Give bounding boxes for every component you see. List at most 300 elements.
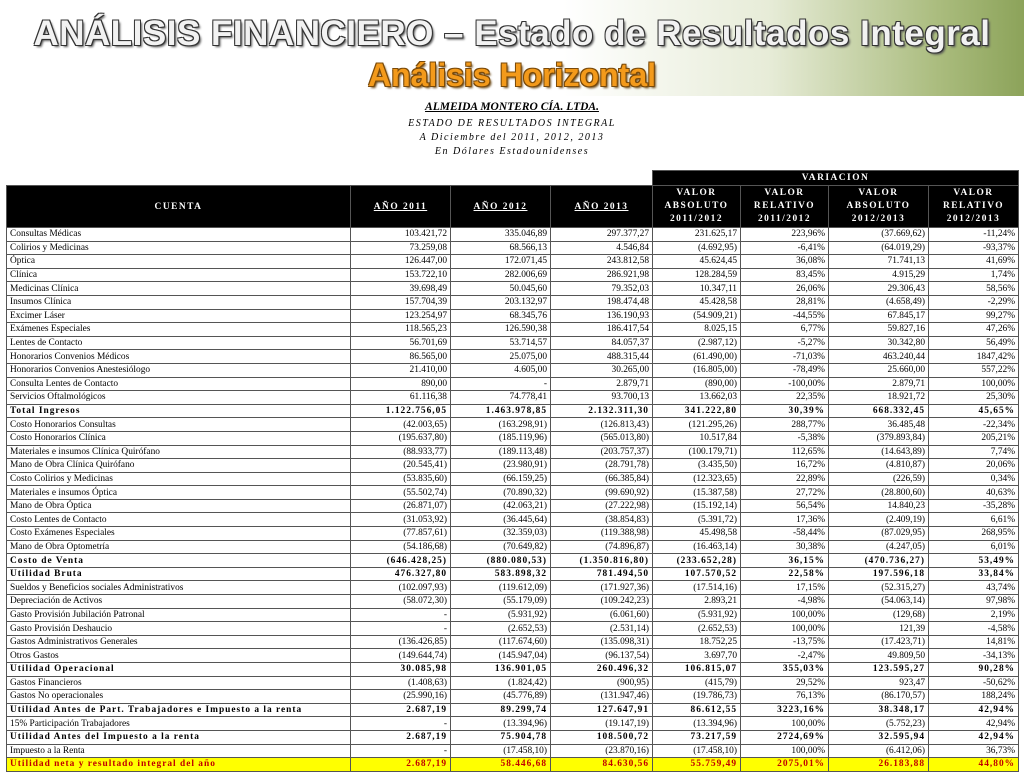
abs-var-2011-2012: 86.612,55 — [653, 703, 741, 717]
value-2012: (70.649,82) — [451, 540, 551, 554]
value-2013: 108.500,72 — [551, 730, 653, 744]
rel-var-2011-2012: 288,77% — [741, 418, 829, 432]
value-2013: (23.870,16) — [551, 744, 653, 758]
rel-var-2012-2013: 25,30% — [929, 391, 1019, 405]
value-2011: (646.428,25) — [351, 554, 451, 568]
account-name: Costo Lentes de Contacto — [7, 513, 351, 527]
value-2012: (189.113,48) — [451, 445, 551, 459]
value-2011: 1.122.756,05 — [351, 404, 451, 418]
table-row — [7, 295, 1019, 309]
table-row — [7, 282, 1019, 296]
account-name: Mano de Obra Óptica — [7, 499, 351, 513]
abs-var-2012-2013: 18.921,72 — [829, 391, 929, 405]
rel-var-2011-2012: 26,06% — [741, 282, 829, 296]
account-name: Depreciación de Activos — [7, 595, 351, 609]
table-row — [7, 445, 1019, 459]
abs-var-2011-2012: 10.347,11 — [653, 282, 741, 296]
rel-var-2011-2012: 17,36% — [741, 513, 829, 527]
rel-var-2011-2012: 100,00% — [741, 717, 829, 731]
value-2013: 2.879,71 — [551, 377, 653, 391]
table-row — [7, 717, 1019, 731]
account-name: Excimer Láser — [7, 309, 351, 323]
value-2011: (58.072,30) — [351, 595, 451, 609]
value-2011: (31.053,92) — [351, 513, 451, 527]
rel-var-2012-2013: -93,37% — [929, 241, 1019, 255]
rel-var-2012-2013: -11,24% — [929, 228, 1019, 242]
abs-var-2012-2013: 25.660,00 — [829, 363, 929, 377]
statement-date: A Diciembre del 2011, 2012, 2013 — [419, 132, 605, 143]
value-2011: - — [351, 608, 451, 622]
table-row — [7, 567, 1019, 581]
value-2011: 56.701,69 — [351, 336, 451, 350]
table-row — [7, 377, 1019, 391]
value-2013: (900,95) — [551, 676, 653, 690]
table-row — [7, 676, 1019, 690]
abs-var-2012-2013: 668.332,45 — [829, 404, 929, 418]
abs-var-2012-2013: 923,47 — [829, 676, 929, 690]
income-statement-table — [6, 170, 1019, 772]
table-row — [7, 554, 1019, 568]
rel-var-2012-2013: 41,69% — [929, 255, 1019, 269]
value-2012: (145.947,04) — [451, 649, 551, 663]
table-row — [7, 336, 1019, 350]
rel-var-2011-2012: -13,75% — [741, 635, 829, 649]
value-2013: 260.496,32 — [551, 663, 653, 677]
rel-var-2012-2013: 205,21% — [929, 431, 1019, 445]
value-2013: 136.190,93 — [551, 309, 653, 323]
abs-var-2012-2013: 26.183,88 — [829, 758, 929, 772]
value-2013: (171.927,36) — [551, 581, 653, 595]
account-name: Costo Colirios y Medicinas — [7, 472, 351, 486]
value-2013: (565.013,80) — [551, 431, 653, 445]
account-name: Honorarios Convenios Anestesiólogo — [7, 363, 351, 377]
value-2012: 68.345,76 — [451, 309, 551, 323]
rel-var-2011-2012: 112,65% — [741, 445, 829, 459]
value-2012: 68.566,13 — [451, 241, 551, 255]
rel-var-2012-2013: 45,65% — [929, 404, 1019, 418]
value-2012: 89.299,74 — [451, 703, 551, 717]
value-2011: (42.003,65) — [351, 418, 451, 432]
abs-var-2012-2013: 38.348,17 — [829, 703, 929, 717]
value-2012: 4.605,00 — [451, 363, 551, 377]
abs-var-2011-2012: 231.625,17 — [653, 228, 741, 242]
value-2012: 50.045,60 — [451, 282, 551, 296]
value-2012: (23.980,91) — [451, 459, 551, 473]
account-name: Mano de Obra Optometría — [7, 540, 351, 554]
rel-var-2011-2012: 83,45% — [741, 268, 829, 282]
value-2011: (55.502,74) — [351, 486, 451, 500]
abs-var-2012-2013: 49.809,50 — [829, 649, 929, 663]
rel-var-2012-2013: 47,26% — [929, 323, 1019, 337]
table-row — [7, 255, 1019, 269]
value-2012: (45.776,89) — [451, 690, 551, 704]
abs-var-2011-2012: 8.025,15 — [653, 323, 741, 337]
abs-var-2012-2013: (379.893,84) — [829, 431, 929, 445]
value-2011: (77.857,61) — [351, 527, 451, 541]
header-rel-2012-2013: VALOR RELATIVO 2012/2013 — [929, 186, 1019, 228]
value-2012: 203.132,97 — [451, 295, 551, 309]
abs-var-2011-2012: 73.217,59 — [653, 730, 741, 744]
abs-var-2011-2012: 45.624,45 — [653, 255, 741, 269]
value-2013: (99.690,92) — [551, 486, 653, 500]
table-row — [7, 431, 1019, 445]
rel-var-2012-2013: 97,98% — [929, 595, 1019, 609]
value-2011: 890,00 — [351, 377, 451, 391]
value-2011: 126.447,00 — [351, 255, 451, 269]
abs-var-2011-2012: (5.391,72) — [653, 513, 741, 527]
value-2013: 4.546,84 — [551, 241, 653, 255]
value-2013: 93.700,13 — [551, 391, 653, 405]
abs-var-2011-2012: 3.697,70 — [653, 649, 741, 663]
abs-var-2011-2012: 341.222,80 — [653, 404, 741, 418]
account-name: 15% Participación Trabajadores — [7, 717, 351, 731]
value-2013: (1.350.816,80) — [551, 554, 653, 568]
abs-var-2012-2013: 2.879,71 — [829, 377, 929, 391]
abs-var-2012-2013: (470.736,27) — [829, 554, 929, 568]
value-2012: 25.075,00 — [451, 350, 551, 364]
value-2012: 583.898,32 — [451, 567, 551, 581]
rel-var-2011-2012: 100,00% — [741, 608, 829, 622]
value-2012: (70.890,32) — [451, 486, 551, 500]
value-2013: (119.388,98) — [551, 527, 653, 541]
value-2013: (2.531,14) — [551, 622, 653, 636]
abs-var-2012-2013: 71.741,13 — [829, 255, 929, 269]
table-row — [7, 744, 1019, 758]
abs-var-2011-2012: 13.662,03 — [653, 391, 741, 405]
value-2011: 153.722,10 — [351, 268, 451, 282]
table-row — [7, 418, 1019, 432]
table-row — [7, 730, 1019, 744]
value-2013: (19.147,19) — [551, 717, 653, 731]
header-rel-2011-2012: VALOR RELATIVO 2011/2012 — [741, 186, 829, 228]
rel-var-2012-2013: -22,34% — [929, 418, 1019, 432]
value-2012: (55.179,09) — [451, 595, 551, 609]
rel-var-2012-2013: 6,01% — [929, 540, 1019, 554]
rel-var-2012-2013: -50,62% — [929, 676, 1019, 690]
value-2011: - — [351, 717, 451, 731]
value-2011: - — [351, 622, 451, 636]
account-name: Gastos Financieros — [7, 676, 351, 690]
account-name: Utilidad Antes del Impuesto a la renta — [7, 730, 351, 744]
header-year-2013: AÑO 2013 — [551, 186, 653, 228]
value-2013: 30.265,00 — [551, 363, 653, 377]
table-row — [7, 228, 1019, 242]
abs-var-2011-2012: 106.815,07 — [653, 663, 741, 677]
rel-var-2011-2012: 16,72% — [741, 459, 829, 473]
abs-var-2012-2013: 32.595,94 — [829, 730, 929, 744]
rel-var-2012-2013: -2,29% — [929, 295, 1019, 309]
table-row — [7, 404, 1019, 418]
abs-var-2012-2013: 30.342,80 — [829, 336, 929, 350]
abs-var-2012-2013: (2.409,19) — [829, 513, 929, 527]
table-row — [7, 527, 1019, 541]
rel-var-2012-2013: 7,74% — [929, 445, 1019, 459]
account-name: Otros Gastos — [7, 649, 351, 663]
value-2012: (17.458,10) — [451, 744, 551, 758]
value-2013: (131.947,46) — [551, 690, 653, 704]
abs-var-2011-2012: (15.387,58) — [653, 486, 741, 500]
abs-var-2012-2013: 121,39 — [829, 622, 929, 636]
value-2012: 172.071,45 — [451, 255, 551, 269]
rel-var-2012-2013: 1,74% — [929, 268, 1019, 282]
account-name: Insumos Clínica — [7, 295, 351, 309]
abs-var-2011-2012: (16.463,14) — [653, 540, 741, 554]
rel-var-2011-2012: 22,58% — [741, 567, 829, 581]
rel-var-2012-2013: 99,27% — [929, 309, 1019, 323]
abs-var-2011-2012: (121.295,26) — [653, 418, 741, 432]
page-subtitle: Análisis Horizontal — [367, 57, 657, 93]
header-cuenta: CUENTA — [7, 186, 351, 228]
value-2011: 118.565,23 — [351, 323, 451, 337]
rel-var-2012-2013: 42,94% — [929, 703, 1019, 717]
value-2011: 476.327,80 — [351, 567, 451, 581]
value-2011: (25.990,16) — [351, 690, 451, 704]
value-2011: 39.698,49 — [351, 282, 451, 296]
rel-var-2012-2013: 2,19% — [929, 608, 1019, 622]
value-2013: 243.812,58 — [551, 255, 653, 269]
abs-var-2011-2012: (17.514,16) — [653, 581, 741, 595]
rel-var-2011-2012: -6,41% — [741, 241, 829, 255]
abs-var-2011-2012: 45.428,58 — [653, 295, 741, 309]
account-name: Utilidad neta y resultado integral del año — [7, 758, 351, 772]
table-row — [7, 323, 1019, 337]
abs-var-2012-2013: (28.800,60) — [829, 486, 929, 500]
rel-var-2011-2012: 3223,16% — [741, 703, 829, 717]
company-name: ALMEIDA MONTERO CÍA. LTDA. — [425, 101, 599, 113]
abs-var-2012-2013: (54.063,14) — [829, 595, 929, 609]
abs-var-2011-2012: 2.893,21 — [653, 595, 741, 609]
value-2011: 73.259,08 — [351, 241, 451, 255]
abs-var-2012-2013: (86.170,57) — [829, 690, 929, 704]
value-2013: 84.057,37 — [551, 336, 653, 350]
rel-var-2011-2012: 36,15% — [741, 554, 829, 568]
account-name: Utilidad Antes de Part. Trabajadores e Impuesto a la renta — [7, 703, 351, 717]
value-2013: 488.315,44 — [551, 350, 653, 364]
abs-var-2012-2013: 4.915,29 — [829, 268, 929, 282]
table-row — [7, 309, 1019, 323]
value-2012: (119.612,09) — [451, 581, 551, 595]
value-2012: (66.159,25) — [451, 472, 551, 486]
rel-var-2012-2013: 42,94% — [929, 717, 1019, 731]
value-2012: 282.006,69 — [451, 268, 551, 282]
abs-var-2011-2012: (12.323,65) — [653, 472, 741, 486]
account-name: Total Ingresos — [7, 404, 351, 418]
header-variacion: VARIACION — [653, 171, 1019, 186]
account-name: Óptica — [7, 255, 351, 269]
value-2012: 136.901,05 — [451, 663, 551, 677]
abs-var-2012-2013: 123.595,27 — [829, 663, 929, 677]
value-2012: 53.714,57 — [451, 336, 551, 350]
abs-var-2012-2013: (226,59) — [829, 472, 929, 486]
rel-var-2011-2012: 30,38% — [741, 540, 829, 554]
abs-var-2012-2013: 14.840,23 — [829, 499, 929, 513]
rel-var-2012-2013: 36,73% — [929, 744, 1019, 758]
rel-var-2011-2012: -5,38% — [741, 431, 829, 445]
table-row — [7, 649, 1019, 663]
account-name: Sueldos y Beneficios sociales Administrativos — [7, 581, 351, 595]
table-row — [7, 350, 1019, 364]
value-2013: 781.494,50 — [551, 567, 653, 581]
rel-var-2011-2012: 2724,69% — [741, 730, 829, 744]
rel-var-2012-2013: 90,28% — [929, 663, 1019, 677]
rel-var-2011-2012: 28,81% — [741, 295, 829, 309]
value-2011: 86.565,00 — [351, 350, 451, 364]
abs-var-2011-2012: (4.692,95) — [653, 241, 741, 255]
rel-var-2012-2013: 56,49% — [929, 336, 1019, 350]
abs-var-2012-2013: 463.240,44 — [829, 350, 929, 364]
abs-var-2012-2013: (64.019,29) — [829, 241, 929, 255]
value-2011: (54.186,68) — [351, 540, 451, 554]
value-2011: (102.097,93) — [351, 581, 451, 595]
value-2013: 79.352,03 — [551, 282, 653, 296]
account-name: Lentes de Contacto — [7, 336, 351, 350]
abs-var-2011-2012: (19.786,73) — [653, 690, 741, 704]
table-row — [7, 581, 1019, 595]
abs-var-2012-2013: (5.752,23) — [829, 717, 929, 731]
abs-var-2012-2013: 36.485,48 — [829, 418, 929, 432]
statement-currency: En Dólares Estadounidenses — [434, 146, 590, 157]
value-2012: 126.590,38 — [451, 323, 551, 337]
value-2013: (109.242,23) — [551, 595, 653, 609]
abs-var-2011-2012: (5.931,92) — [653, 608, 741, 622]
rel-var-2011-2012: 355,03% — [741, 663, 829, 677]
rel-var-2011-2012: 100,00% — [741, 744, 829, 758]
rel-var-2011-2012: 100,00% — [741, 622, 829, 636]
account-name: Servicios Oftalmológicos — [7, 391, 351, 405]
value-2012: 335.046,89 — [451, 228, 551, 242]
value-2011: 61.116,38 — [351, 391, 451, 405]
abs-var-2011-2012: (2.987,12) — [653, 336, 741, 350]
account-name: Mano de Obra Clínica Quirófano — [7, 459, 351, 473]
abs-var-2012-2013: 197.596,18 — [829, 567, 929, 581]
rel-var-2011-2012: 22,35% — [741, 391, 829, 405]
account-name: Gastos Administrativos Generales — [7, 635, 351, 649]
account-name: Utilidad Bruta — [7, 567, 351, 581]
value-2013: 198.474,48 — [551, 295, 653, 309]
value-2011: 2.687,19 — [351, 730, 451, 744]
rel-var-2012-2013: 33,84% — [929, 567, 1019, 581]
account-name: Gasto Provisión Deshaucio — [7, 622, 351, 636]
abs-var-2012-2013: (52.315,27) — [829, 581, 929, 595]
value-2011: (20.545,41) — [351, 459, 451, 473]
value-2011: 123.254,97 — [351, 309, 451, 323]
header-abs-2011-2012: VALOR ABSOLUTO 2011/2012 — [653, 186, 741, 228]
abs-var-2011-2012: (17.458,10) — [653, 744, 741, 758]
rel-var-2012-2013: 100,00% — [929, 377, 1019, 391]
abs-var-2012-2013: 67.845,17 — [829, 309, 929, 323]
value-2011: 21.410,00 — [351, 363, 451, 377]
value-2012: (42.063,21) — [451, 499, 551, 513]
value-2011: (26.871,07) — [351, 499, 451, 513]
account-name: Gasto Provisión Jubilación Patronal — [7, 608, 351, 622]
table-row — [7, 758, 1019, 772]
rel-var-2011-2012: -58,44% — [741, 527, 829, 541]
abs-var-2011-2012: 45.498,58 — [653, 527, 741, 541]
table-row — [7, 241, 1019, 255]
page-title: ANÁLISIS FINANCIERO – Estado de Resultados Integral — [33, 14, 991, 53]
rel-var-2011-2012: 30,39% — [741, 404, 829, 418]
value-2011: (149.644,74) — [351, 649, 451, 663]
rel-var-2012-2013: 42,94% — [929, 730, 1019, 744]
abs-var-2012-2013: (6.412,06) — [829, 744, 929, 758]
value-2013: (203.757,37) — [551, 445, 653, 459]
rel-var-2012-2013: 40,63% — [929, 486, 1019, 500]
rel-var-2012-2013: 14,81% — [929, 635, 1019, 649]
rel-var-2011-2012: 223,96% — [741, 228, 829, 242]
value-2013: 2.132.311,30 — [551, 404, 653, 418]
account-name: Consultas Médicas — [7, 228, 351, 242]
abs-var-2012-2013: (17.423,71) — [829, 635, 929, 649]
rel-var-2011-2012: 2075,01% — [741, 758, 829, 772]
account-name: Materiales e insumos Clínica Quirófano — [7, 445, 351, 459]
table-row — [7, 622, 1019, 636]
abs-var-2012-2013: (4.247,05) — [829, 540, 929, 554]
rel-var-2012-2013: 557,22% — [929, 363, 1019, 377]
table-row — [7, 595, 1019, 609]
abs-var-2011-2012: 18.752,25 — [653, 635, 741, 649]
value-2011: - — [351, 744, 451, 758]
abs-var-2011-2012: (61.490,00) — [653, 350, 741, 364]
rel-var-2012-2013: 1847,42% — [929, 350, 1019, 364]
rel-var-2012-2013: 53,49% — [929, 554, 1019, 568]
value-2012: 74.778,41 — [451, 391, 551, 405]
value-2013: (126.813,43) — [551, 418, 653, 432]
abs-var-2012-2013: 59.827,16 — [829, 323, 929, 337]
account-name: Materiales e insumos Óptica — [7, 486, 351, 500]
rel-var-2012-2013: 58,56% — [929, 282, 1019, 296]
value-2012: (32.359,03) — [451, 527, 551, 541]
rel-var-2012-2013: 43,74% — [929, 581, 1019, 595]
abs-var-2012-2013: (129,68) — [829, 608, 929, 622]
value-2012: 58.446,68 — [451, 758, 551, 772]
account-name: Honorarios Convenios Médicos — [7, 350, 351, 364]
value-2013: (6.061,60) — [551, 608, 653, 622]
value-2013: (38.854,83) — [551, 513, 653, 527]
account-name: Medicinas Clínica — [7, 282, 351, 296]
rel-var-2011-2012: 56,54% — [741, 499, 829, 513]
table-row — [7, 513, 1019, 527]
abs-var-2011-2012: 107.570,52 — [653, 567, 741, 581]
value-2013: 297.377,27 — [551, 228, 653, 242]
rel-var-2012-2013: 44,80% — [929, 758, 1019, 772]
rel-var-2011-2012: -4,98% — [741, 595, 829, 609]
statement-title: ESTADO DE RESULTADOS INTEGRAL — [408, 118, 616, 129]
value-2011: (1.408,63) — [351, 676, 451, 690]
rel-var-2011-2012: -100,00% — [741, 377, 829, 391]
rel-var-2011-2012: 6,77% — [741, 323, 829, 337]
account-name: Costo de Venta — [7, 554, 351, 568]
value-2012: - — [451, 377, 551, 391]
rel-var-2011-2012: -2,47% — [741, 649, 829, 663]
value-2011: (195.637,80) — [351, 431, 451, 445]
value-2011: (136.426,85) — [351, 635, 451, 649]
account-name: Impuesto a la Renta — [7, 744, 351, 758]
value-2011: (53.835,60) — [351, 472, 451, 486]
value-2013: (74.896,87) — [551, 540, 653, 554]
value-2011: 157.704,39 — [351, 295, 451, 309]
rel-var-2011-2012: 29,52% — [741, 676, 829, 690]
abs-var-2012-2013: (4.810,87) — [829, 459, 929, 473]
table-row — [7, 499, 1019, 513]
rel-var-2012-2013: 268,95% — [929, 527, 1019, 541]
account-name: Colirios y Medicinas — [7, 241, 351, 255]
header-year-2011: AÑO 2011 — [351, 186, 451, 228]
table-row — [7, 459, 1019, 473]
value-2013: 186.417,54 — [551, 323, 653, 337]
table-row — [7, 690, 1019, 704]
account-name: Costo Exámenes Especiales — [7, 527, 351, 541]
account-name: Consulta Lentes de Contacto — [7, 377, 351, 391]
